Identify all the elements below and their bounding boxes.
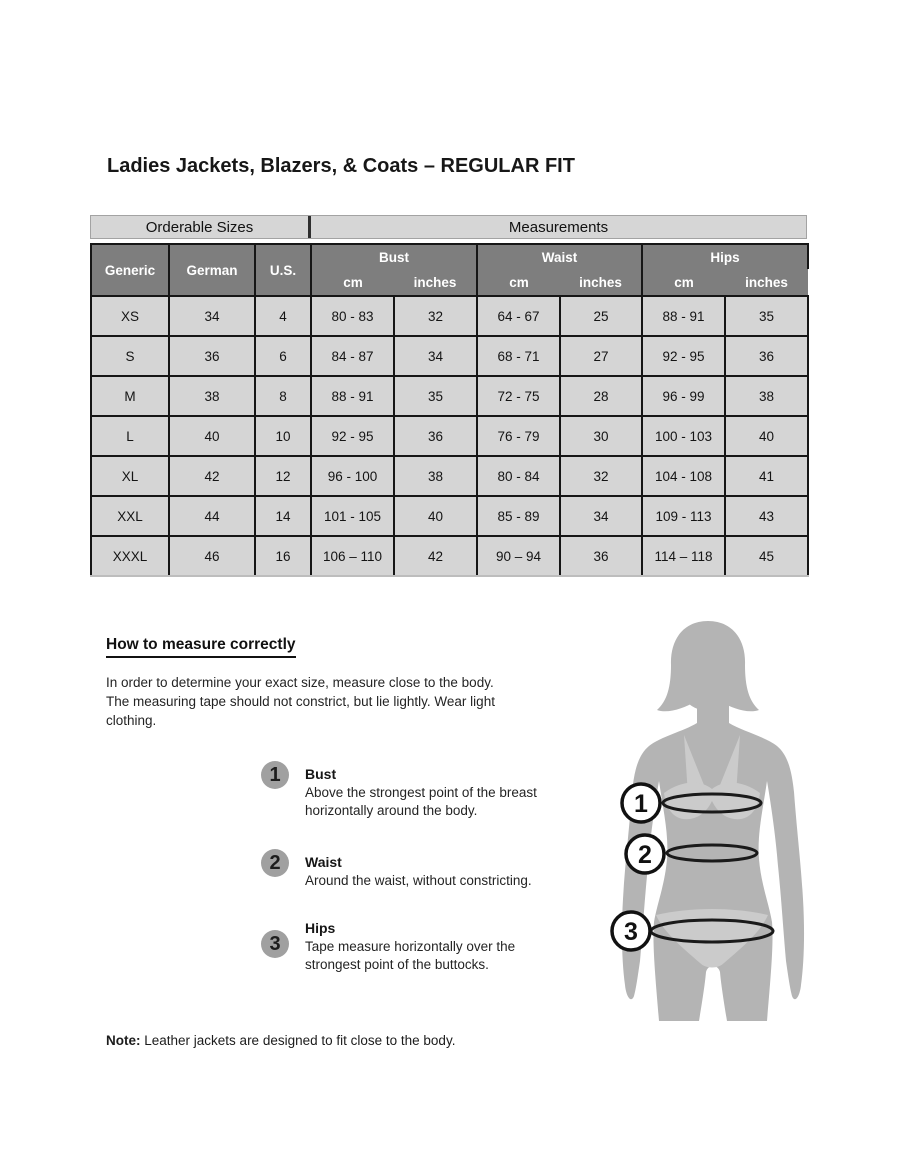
table-row — [91, 536, 808, 576]
size-cell: 106 – 110 — [311, 536, 394, 576]
size-cell: 40 — [394, 496, 477, 536]
intro-line: The measuring tape should not constrict, but lie lightly. Wear light — [106, 694, 495, 709]
col-header-generic: Generic — [91, 244, 169, 296]
table-row — [91, 376, 808, 416]
figure-marker-2 — [626, 835, 664, 873]
size-cell: 76 - 79 — [477, 416, 560, 456]
size-cell: 14 — [255, 496, 311, 536]
size-cell: 72 - 75 — [477, 376, 560, 416]
size-cell: S — [91, 336, 169, 376]
size-cell: 4 — [255, 296, 311, 336]
group-header-waist: Waist — [477, 244, 642, 269]
size-cell: 88 - 91 — [311, 376, 394, 416]
note-label: Note: — [106, 1033, 141, 1048]
step-title: Bust — [305, 766, 337, 782]
svg-text:2: 2 — [638, 841, 652, 869]
size-cell: 12 — [255, 456, 311, 496]
orderable-sizes-header: Orderable Sizes — [91, 216, 311, 238]
group-header-bust: Bust — [311, 244, 477, 269]
step-desc-line: strongest point of the buttocks. — [305, 956, 489, 972]
size-cell: XXL — [91, 496, 169, 536]
step-desc-line: Around the waist, without constricting. — [305, 873, 532, 888]
size-cell: 85 - 89 — [477, 496, 560, 536]
table-row — [91, 496, 808, 536]
step-title: Hips — [305, 920, 336, 936]
svg-text:3: 3 — [624, 918, 638, 946]
size-cell: 16 — [255, 536, 311, 576]
sub-header-waist-inches: inches — [560, 269, 642, 296]
size-cell: 40 — [725, 416, 808, 456]
step-hips — [261, 920, 515, 973]
step-description — [305, 872, 532, 890]
step-description — [305, 938, 515, 973]
size-cell: 88 - 91 — [642, 296, 725, 336]
size-cell: 109 - 113 — [642, 496, 725, 536]
table-row — [91, 336, 808, 376]
size-cell: 8 — [255, 376, 311, 416]
size-cell: 42 — [169, 456, 255, 496]
size-cell: 27 — [560, 336, 642, 376]
step-title: Waist — [305, 854, 342, 870]
intro-paragraph — [106, 673, 495, 730]
size-cell: 84 - 87 — [311, 336, 394, 376]
size-cell: 36 — [725, 336, 808, 376]
size-cell: 25 — [560, 296, 642, 336]
size-cell: 80 - 83 — [311, 296, 394, 336]
step-number-badge: 2 — [261, 849, 289, 877]
size-cell: 40 — [169, 416, 255, 456]
size-cell: L — [91, 416, 169, 456]
footer-note — [106, 1033, 455, 1048]
size-cell: 38 — [394, 456, 477, 496]
size-cell: 36 — [560, 536, 642, 576]
size-cell: 41 — [725, 456, 808, 496]
size-cell: 36 — [394, 416, 477, 456]
size-cell: 34 — [169, 296, 255, 336]
table-group-band — [90, 215, 807, 239]
step-desc-line: Tape measure horizontally over the — [305, 939, 516, 954]
size-cell: 101 - 105 — [311, 496, 394, 536]
step-desc-line: Above the strongest point of the breast — [305, 785, 537, 800]
group-header-hips: Hips — [642, 244, 808, 269]
size-cell: XL — [91, 456, 169, 496]
size-cell: 44 — [169, 496, 255, 536]
size-cell: 92 - 95 — [311, 416, 394, 456]
size-cell: 64 - 67 — [477, 296, 560, 336]
sub-header-bust-cm: cm — [311, 269, 394, 296]
size-cell: M — [91, 376, 169, 416]
col-header-german: German — [169, 244, 255, 296]
size-cell: 34 — [394, 336, 477, 376]
step-bust — [261, 761, 537, 819]
size-cell: 32 — [394, 296, 477, 336]
size-cell: 68 - 71 — [477, 336, 560, 376]
step-number-badge: 3 — [261, 930, 289, 958]
silhouette-head — [673, 623, 743, 711]
table-row — [91, 296, 808, 336]
table-row — [91, 456, 808, 496]
body-silhouette-figure — [600, 613, 900, 1035]
sub-header-bust-inches: inches — [394, 269, 477, 296]
svg-text:1: 1 — [634, 790, 648, 818]
size-cell: 30 — [560, 416, 642, 456]
size-cell: 104 - 108 — [642, 456, 725, 496]
size-cell: 38 — [169, 376, 255, 416]
sub-header-hips-cm: cm — [642, 269, 725, 296]
size-cell: 90 – 94 — [477, 536, 560, 576]
size-cell: XS — [91, 296, 169, 336]
size-cell: 28 — [560, 376, 642, 416]
size-cell: 92 - 95 — [642, 336, 725, 376]
size-cell: 80 - 84 — [477, 456, 560, 496]
size-cell: 96 - 99 — [642, 376, 725, 416]
step-waist — [261, 849, 532, 890]
size-cell: 38 — [725, 376, 808, 416]
size-cell: 43 — [725, 496, 808, 536]
size-cell: 100 - 103 — [642, 416, 725, 456]
page-title: Ladies Jackets, Blazers, & Coats – REGULAR FIT — [107, 155, 575, 177]
step-description — [305, 784, 537, 819]
size-cell: 35 — [725, 296, 808, 336]
intro-line: In order to determine your exact size, measure close to the body. — [106, 675, 494, 690]
measurements-header: Measurements — [508, 218, 609, 236]
size-table — [90, 243, 809, 577]
size-cell: 36 — [169, 336, 255, 376]
size-cell: 35 — [394, 376, 477, 416]
size-cell: 46 — [169, 536, 255, 576]
size-cell: 42 — [394, 536, 477, 576]
size-cell: 114 – 118 — [642, 536, 725, 576]
note-text: Leather jackets are designed to fit close to the body. — [140, 1033, 456, 1048]
size-cell: 34 — [560, 496, 642, 536]
col-header-us: U.S. — [255, 244, 311, 296]
sub-header-waist-cm: cm — [477, 269, 560, 296]
section-heading: How to measure correctly — [106, 636, 296, 658]
size-cell: 10 — [255, 416, 311, 456]
intro-line: clothing. — [106, 713, 157, 728]
figure-marker-1 — [622, 784, 660, 822]
step-desc-line: horizontally around the body. — [305, 802, 478, 818]
table-row — [91, 416, 808, 456]
size-cell: 45 — [725, 536, 808, 576]
step-number-badge: 1 — [261, 761, 289, 789]
size-cell: 96 - 100 — [311, 456, 394, 496]
sub-header-hips-inches: inches — [725, 269, 808, 296]
figure-marker-3 — [612, 912, 650, 950]
size-cell: 6 — [255, 336, 311, 376]
size-cell: 32 — [560, 456, 642, 496]
size-cell: XXXL — [91, 536, 169, 576]
